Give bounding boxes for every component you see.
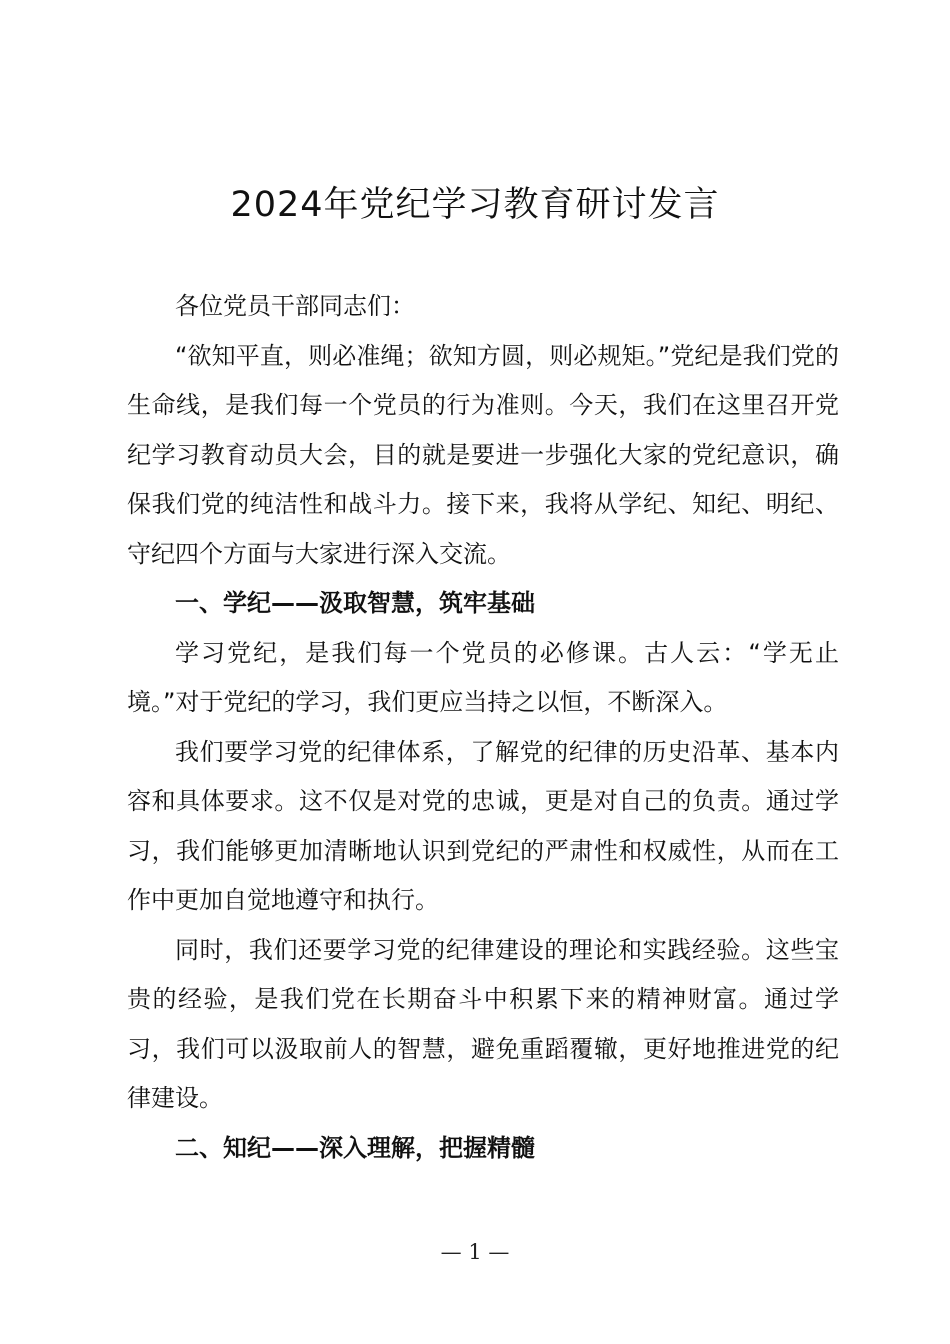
section-heading: 二、知纪——深入理解，把握精髓: [175, 1133, 535, 1162]
body-paragraph: 同时，我们还要学习党的纪律建设的理论和实践经验。这些宝贵的经验，是我们党在长期奋斗中积累下来的精神财富。通过学习，我们可以汲取前人的智慧，避免重蹈覆辙，更好地推进党的纪律建设。: [127, 935, 839, 1112]
body-paragraph: “欲知平直，则必准绳；欲知方圆，则必规矩。”党纪是我们党的生命线，是我们每一个党员的行为准则。今天，我们在这里召开党纪学习教育动员大会，目的就是要进一步强化大家的党纪意识，确保我们党的纯洁性和战斗力。接下来，我将从学纪、知纪、明纪、守纪四个方面与大家进行深入交流。: [127, 341, 839, 568]
document-title: 2024年党纪学习教育研讨发言: [230, 185, 720, 225]
document-body: [127, 282, 839, 1173]
salutation-paragraph: 各位党员干部同志们：: [175, 292, 415, 320]
page-number: — 1 —: [440, 1240, 510, 1264]
section-heading: 一、学纪——汲取智慧，筑牢基础: [175, 589, 535, 617]
body-paragraph: 我们要学习党的纪律体系，了解党的纪律的历史沿革、基本内容和具体要求。这不仅是对党的忠诚，更是对自己的负责。通过学习，我们能够更加清晰地认识到党纪的严肃性和权威性，从而在工作中更加自觉地遵守和执行。: [127, 737, 839, 914]
body-paragraph: 学习党纪，是我们每一个党员的必修课。古人云：“学无止境。”对于党纪的学习，我们更应当持之以恒，不断深入。: [127, 638, 839, 716]
